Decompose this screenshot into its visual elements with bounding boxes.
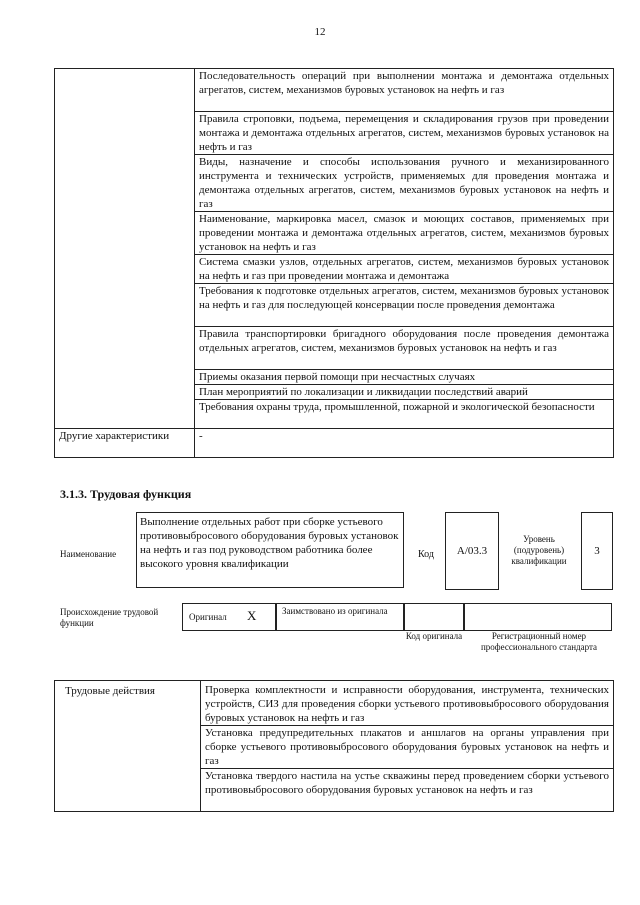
code-label: Код [418, 549, 434, 560]
code-value-box: А/03.3 [445, 512, 499, 590]
name-label: Наименование [60, 549, 117, 559]
knowledge-item: Требования охраны труда, промышленной, пожарной и экологической безопасности [195, 400, 614, 429]
borrowed-cell [276, 603, 404, 631]
table-row [55, 69, 614, 112]
original-label: Оригинал [189, 612, 227, 622]
borrowed-label: Заимствовано из оригинала [282, 606, 388, 616]
knowledge-item: Система смазки узлов, отдельных агрегатов, систем, механизмов буровых установок на нефть и газ при проведении монтажа и демонтажа [195, 255, 614, 284]
origin-label: Происхождение трудовой функции [60, 607, 159, 628]
registration-number-cell [464, 603, 612, 631]
knowledge-item: Наименование, маркировка масел, смазок и моющих составов, применяемых при проведении монтажа и демонтажа отдельных агрегатов, систем, механизмов буровых установок на нефть и газ [195, 212, 614, 255]
original-mark: X [247, 608, 257, 623]
knowledge-item: Правила транспортировки бригадного оборудования после проведения демонтажа отдельных агрегатов, систем, механизмов буровых установок на нефть и газ [195, 327, 614, 370]
knowledge-item: Требования к подготовке отдельных агрегатов, систем, механизмов буровых установок на нефть и газ для последующей консервации после проведения демонтажа [195, 284, 614, 327]
section-title: 3.1.3. Трудовая функция [60, 487, 192, 501]
labor-actions-label: Трудовые действия [55, 681, 201, 812]
knowledge-item: Последовательность операций при выполнении монтажа и демонтажа отдельных агрегатов, систем, механизмов буровых установок на нефть и газ [195, 69, 614, 112]
knowledge-item: План мероприятий по локализации и ликвидации последствий аварий [195, 385, 614, 400]
labor-actions-table [54, 680, 614, 812]
knowledge-label-cell [55, 69, 195, 429]
registration-caption: Регистрационный номер профессионального стандарта [480, 631, 598, 652]
table-row [55, 681, 614, 726]
function-name-box: Выполнение отдельных работ при сборке устьевого противовыбросового оборудования буровых установок на нефть и газ под руководством работника более высокого уровня квалификации [136, 512, 404, 588]
knowledge-item: Виды, назначение и способы использования ручного и механизированного инструмента и технических устройств, применяемых для проведения монтажа и демонтажа отдельных агрегатов, систем, механизмов буровых установок на нефть и газ [195, 155, 614, 212]
labor-action-item: Установка твердого настила на устье скважины перед проведением сборки устьевого противовыбросового оборудования буровых установок на нефть и газ [201, 769, 614, 812]
original-cell [182, 603, 276, 631]
other-characteristics-value: - [195, 429, 614, 458]
level-value-box: 3 [581, 512, 613, 590]
code-caption: Код оригинала [405, 631, 463, 641]
page-number: 12 [314, 26, 326, 38]
knowledge-item: Приемы оказания первой помощи при несчастных случаях [195, 370, 614, 385]
original-code-cell [404, 603, 464, 631]
knowledge-item: Правила строповки, подъема, перемещения и складирования грузов при проведении монтажа и демонтажа отдельных агрегатов, систем, механизмов буровых установок на нефть и газ [195, 112, 614, 155]
other-characteristics-label: Другие характеристики [55, 429, 195, 458]
table-row [55, 429, 614, 458]
labor-action-item: Проверка комплектности и исправности оборудования, инструмента, технических устройств, СИЗ для проведения сборки устьевого противовыбросового оборудования буровых установок на нефть и газ [201, 681, 614, 726]
level-label: Уровень (подуровень) квалификации [511, 534, 567, 566]
knowledge-table [54, 68, 614, 458]
labor-action-item: Установка предупредительных плакатов и аншлагов на органы управления при сборке устьевого противовыбросового оборудования буровых установок на нефть и газ [201, 726, 614, 769]
